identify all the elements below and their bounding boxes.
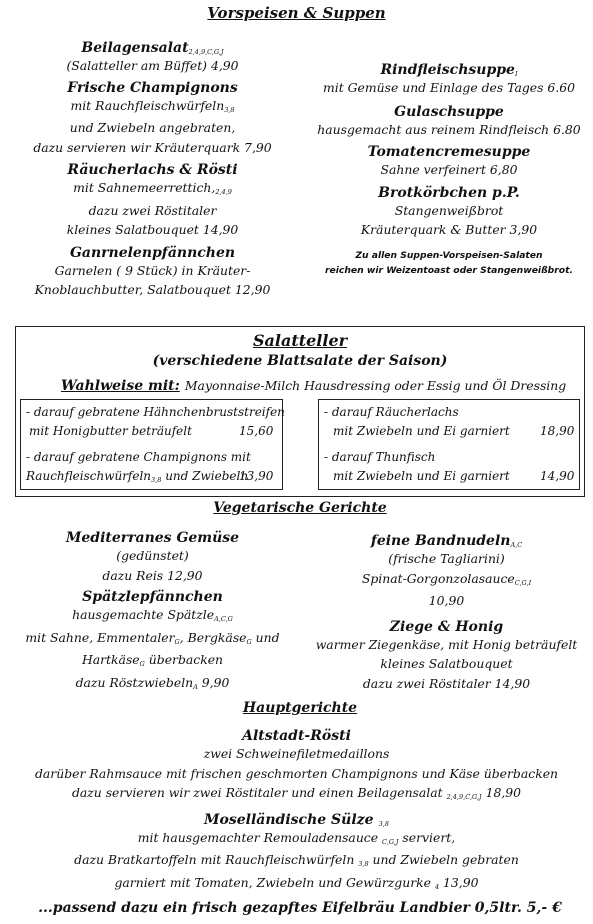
- dish-bandnudeln: [300, 530, 593, 611]
- allergen-code: G: [139, 660, 145, 668]
- dish-desc: mit hausgemachter Remouladensauce: [137, 829, 379, 845]
- dish-desc: dazu servieren wir zwei Röstitaler und einen Beilagensalat: [71, 785, 443, 800]
- note-line: reichen wir Weizentoast oder Stangenweißbrot.: [325, 264, 573, 276]
- allergen-code: 3,8: [224, 105, 235, 114]
- dish-desc: mit Gemüse und Einlage des Tages 6.60: [323, 80, 575, 95]
- note-line: Zu allen Suppen-Vorspeisen-Salaten: [355, 249, 543, 261]
- dish-beilagensalat: [0, 37, 305, 76]
- dish-desc: hausgemachte Spätzle: [72, 607, 215, 622]
- dish-desc: dazu servieren wir Kräuterquark 7,90: [33, 139, 272, 155]
- veg-right: [300, 530, 593, 693]
- dish-desc: zwei Schweinefiletmedaillons: [203, 746, 390, 761]
- dish-spaetzlepfaennchen: [0, 589, 305, 695]
- section-title-haupt: Hauptgerichte: [242, 700, 358, 716]
- salat-option-price: 15,60: [239, 424, 274, 438]
- dish-name: Mediterranes Gemüse: [65, 530, 240, 546]
- dish-desc: 13,90: [439, 874, 479, 890]
- dish-desc: (gedünstet): [116, 548, 189, 563]
- dish-desc: dazu zwei Röstitaler 14,90: [362, 675, 531, 691]
- dish-brotkoerbchen: [305, 185, 593, 240]
- dish-desc: Knoblauchbutter, Salatbouquet 12,90: [34, 282, 271, 297]
- dish-desc: Garnelen ( 9 Stück) in Kräuter-: [54, 262, 251, 278]
- dish-desc: 9,90: [197, 674, 230, 690]
- dish-ziege-honig: [300, 619, 593, 694]
- dish-name: Ganrnelenpfännchen: [69, 244, 236, 261]
- dish-desc: überbacken: [144, 652, 224, 667]
- dish-gulaschsuppe: [305, 104, 593, 140]
- dish-name: Moselländische Sülze: [204, 811, 374, 828]
- dish-champignons: [0, 80, 305, 158]
- salat-option-price: 13,90: [239, 469, 274, 483]
- dish-garnelen: [0, 245, 305, 300]
- dish-desc: warmer Ziegenkäse, mit Honig beträufelt: [315, 636, 578, 652]
- dish-name: Brotkörbchen p.P.: [378, 184, 520, 201]
- dish-desc: und Zwiebeln angebraten,: [69, 120, 236, 135]
- salat-option-text: - darauf Thunfisch: [324, 450, 436, 464]
- salat-option-price: 14,90: [540, 469, 575, 483]
- dish-desc: dazu Reis 12,90: [102, 567, 203, 583]
- dish-desc: , Bergkäse: [179, 629, 247, 645]
- dish-sueltze: [0, 809, 593, 896]
- dish-desc: mit Sahne, Emmentaler: [25, 629, 175, 645]
- wahlweise-line: [61, 375, 566, 394]
- dish-desc: Hartkäse: [81, 652, 140, 667]
- dish-desc: Stangenweißbrot: [394, 202, 504, 218]
- dish-tomatencremesuppe: [305, 144, 593, 180]
- dish-name: Tomatencremesuppe: [367, 144, 531, 160]
- salat-option-price: 18,90: [540, 424, 575, 438]
- wahlweise-label: Wahlweise mit:: [61, 378, 180, 394]
- allergen-code: 3,8: [151, 476, 162, 484]
- dish-desc: darüber Rahmsauce mit frischen geschmorten Champignons und Käse überbacken: [34, 765, 559, 781]
- dish-desc: 18,90: [481, 785, 522, 800]
- allergen-code: C,G,I: [514, 578, 532, 587]
- salat-option-text: mit Zwiebeln und Ei garniert: [333, 469, 510, 483]
- section-title-vorspeisen: Vorspeisen & Suppen: [207, 4, 386, 22]
- dish-altstadt-roesti: [0, 728, 593, 806]
- beer-footer: ...passend dazu ein frisch gezapftes Eifelbräu Landbier 0,5ltr. 5,- €: [38, 900, 562, 916]
- dish-desc: Spinat-Gorgonzolasauce: [361, 570, 515, 586]
- dish-desc: (frische Tagliarini): [388, 551, 505, 566]
- allergen-code: 2,4,9,C,G,J: [446, 793, 482, 801]
- dish-desc: kleines Salatbouquet: [380, 656, 513, 671]
- dish-raeucherlachs: [0, 162, 305, 240]
- allergen-code: 2,4,9,C,G,J: [188, 48, 224, 56]
- dish-name: Frische Champignons: [67, 79, 238, 96]
- dish-desc: garniert mit Tomaten, Zwiebeln und Gewürzgurke: [114, 874, 431, 890]
- salat-option-text: mit Zwiebeln und Ei garniert: [333, 424, 510, 438]
- allergen-code: A: [193, 682, 198, 691]
- right-starters: [305, 59, 593, 278]
- salat-option-text: mit Honigbutter beträufelt: [29, 424, 192, 438]
- dish-mediterranes-gemuese: [0, 530, 305, 585]
- dish-name: Beilagensalat: [81, 40, 189, 56]
- dish-desc: dazu zwei Röstitaler: [88, 202, 217, 218]
- allergen-code: G: [246, 637, 252, 646]
- allergen-code: 2,4,9: [215, 188, 232, 196]
- allergen-code: A,C,G: [214, 615, 233, 623]
- allergen-code: 3,8: [378, 819, 389, 828]
- salat-option-text: und Zwiebeln: [161, 469, 249, 483]
- salat-option-text: - darauf Räucherlachs: [324, 405, 459, 419]
- section-title-vegetarisch: Vegetarische Gerichte: [213, 500, 387, 516]
- dish-desc: serviert,: [398, 829, 456, 845]
- allergen-code: 4: [434, 882, 440, 891]
- allergen-code: 3,8: [358, 860, 369, 868]
- dish-rindfleischsuppe: [305, 59, 593, 98]
- dish-name: feine Bandnudeln: [370, 533, 511, 549]
- salat-option-text: - darauf gebratene Hähnchenbruststreifen: [26, 405, 285, 419]
- dish-desc: Kräuterquark & Butter 3,90: [360, 222, 538, 237]
- wahlweise-text: Mayonnaise-Milch Hausdressing oder Essig und Öl Dressing: [184, 378, 567, 393]
- allergen-code: C,G,J: [382, 837, 399, 846]
- allergen-code: G: [174, 637, 180, 646]
- dish-name: Räucherlachs & Rösti: [67, 162, 238, 178]
- dish-name: Spätzlepfännchen: [82, 589, 223, 605]
- salatteller-title: Salatteller: [252, 331, 348, 350]
- salat-options-left: [20, 399, 283, 490]
- salat-options-right: [318, 399, 580, 490]
- dish-name: Rindfleischsuppe: [380, 62, 515, 78]
- dish-desc: dazu Bratkartoffeln mit Rauchfleischwürfeln: [74, 852, 355, 867]
- dish-desc: Sahne verfeinert 6,80: [380, 162, 518, 177]
- salat-option-text: Rauchfleischwürfeln: [26, 469, 152, 483]
- left-starters: [0, 37, 305, 300]
- allergen-code: A,C: [510, 541, 523, 549]
- dish-desc: mit Rauchfleischwürfeln: [70, 97, 225, 113]
- main-dishes: [0, 728, 593, 895]
- dish-name: Gulaschsuppe: [394, 103, 504, 120]
- dish-desc: dazu Röstzwiebeln: [75, 674, 194, 690]
- dish-desc: und Zwiebeln gebraten: [368, 852, 519, 867]
- dish-desc: und: [251, 629, 280, 645]
- salat-option-text: - darauf gebratene Champignons mit: [26, 450, 251, 464]
- dish-desc: 10,90: [428, 593, 465, 608]
- dish-desc: kleines Salatbouquet 14,90: [66, 222, 239, 237]
- starter-note: [305, 248, 593, 278]
- dish-name: Ziege & Honig: [389, 618, 504, 635]
- salatteller-subtitle: (verschiedene Blattsalate der Saison): [152, 353, 448, 369]
- allergen-code: I: [514, 70, 518, 78]
- dish-name: Altstadt-Rösti: [242, 728, 351, 744]
- dish-desc: mit Sahnemeerrettich,: [73, 180, 216, 195]
- veg-left: [0, 530, 305, 695]
- dish-desc: hausgemacht aus reinem Rindfleisch 6.80: [317, 121, 581, 137]
- dish-desc: (Salatteller am Büffet) 4,90: [66, 58, 239, 73]
